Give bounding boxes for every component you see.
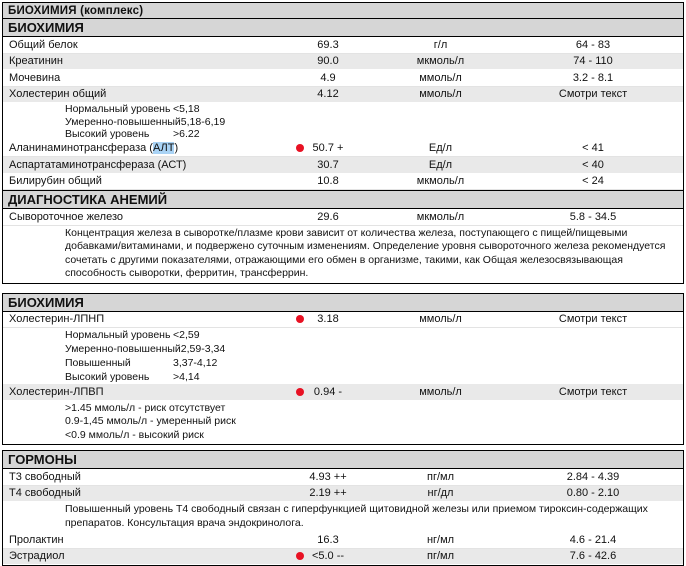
note-text xyxy=(3,226,683,283)
test-name: Холестерин-ЛПВП xyxy=(9,385,104,398)
flag-dot-icon xyxy=(296,315,304,323)
sub-level-row xyxy=(3,342,683,356)
result-value xyxy=(278,175,378,187)
reference-range: Смотри текст xyxy=(558,385,628,398)
result-value xyxy=(278,142,378,154)
test-name: Холестерин-ЛПНП xyxy=(9,313,105,326)
test-row[interactable] xyxy=(3,486,683,503)
test-row[interactable] xyxy=(3,87,683,104)
test-row[interactable] xyxy=(3,384,683,401)
flag-dot-icon xyxy=(296,388,304,396)
result-value xyxy=(278,487,378,499)
note-text xyxy=(3,401,683,445)
test-name: Аспартатаминотрансфераза (АСТ) xyxy=(9,158,187,171)
note-line: Повышенный уровень Т4 свободный связан с гиперфункцией щитовидной железы или приемом тироксин-содержащих xyxy=(65,503,648,515)
result-value xyxy=(278,534,378,546)
result-value xyxy=(278,55,378,67)
result-value xyxy=(278,88,378,100)
reference-range: 4.6 - 21.4 xyxy=(569,533,617,546)
sub-level-row xyxy=(3,116,683,129)
result-value xyxy=(278,471,378,483)
sub-level-row xyxy=(3,128,683,141)
result-text: 4.12 xyxy=(317,88,339,101)
reference-range: Смотри текст xyxy=(558,313,628,326)
test-row[interactable] xyxy=(3,37,683,54)
reference-range: < 40 xyxy=(582,158,604,171)
sub-level-row xyxy=(3,356,683,370)
result-text: 29.6 xyxy=(317,210,339,223)
test-row[interactable] xyxy=(3,174,683,191)
result-text: 50.7 + xyxy=(312,142,344,155)
result-unit: нг/мл xyxy=(426,533,455,546)
result-value xyxy=(278,211,378,223)
report-table xyxy=(2,293,684,446)
test-name: Сывороточное железо xyxy=(9,210,124,223)
report-table xyxy=(2,450,684,566)
sub-level-label: Высокий уровень xyxy=(65,128,150,141)
sub-level-label: Нормальный уровень xyxy=(65,329,171,341)
sub-level-label: Повышенный xyxy=(65,357,131,369)
test-row[interactable] xyxy=(3,312,683,329)
result-value xyxy=(278,386,378,398)
test-name: Эстрадиол xyxy=(9,550,65,563)
result-unit: Ед/л xyxy=(428,158,453,171)
report-title xyxy=(3,3,683,19)
sub-level-label: Умеренно-повышенный xyxy=(65,115,181,128)
sub-level-label: Высокий уровень xyxy=(65,371,150,383)
result-unit: пг/мл xyxy=(426,470,454,483)
sub-level-value: 3,37-4,12 xyxy=(173,357,218,369)
reference-range: 3.2 - 8.1 xyxy=(572,71,614,84)
report-title-label: БИОХИМИЯ (комплекс) xyxy=(8,4,144,17)
result-text: 90.0 xyxy=(317,55,339,68)
section-header xyxy=(3,19,683,37)
test-row[interactable] xyxy=(3,141,683,158)
note-line: 0.9-1,45 ммоль/л - умеренный риск xyxy=(65,415,236,427)
note-line: >1.45 ммоль/л - риск отсутствует xyxy=(65,401,226,414)
test-name: Аланинаминотрансфераза (АЛТ) xyxy=(9,142,179,155)
test-row[interactable] xyxy=(3,54,683,71)
test-row[interactable] xyxy=(3,532,683,549)
test-name: Т3 свободный xyxy=(9,470,81,483)
result-value xyxy=(278,550,378,562)
result-unit: ммоль/л xyxy=(419,313,462,326)
note-line: способность сыворотки, ферритин, трансферрин. xyxy=(65,267,309,279)
result-text: 30.7 xyxy=(317,158,339,171)
result-value xyxy=(278,72,378,84)
section-header xyxy=(3,451,683,469)
sub-level-value: <5,18 xyxy=(173,103,200,116)
result-text: 69.3 xyxy=(317,38,339,51)
result-value xyxy=(278,159,378,171)
result-unit: мкмоль/л xyxy=(416,210,465,223)
result-text: 10.8 xyxy=(317,175,339,188)
reference-range: < 41 xyxy=(582,142,604,155)
reference-range: < 24 xyxy=(582,175,604,188)
sub-level-value: <2,59 xyxy=(173,329,200,341)
sub-level-row xyxy=(3,103,683,116)
sub-level-value: 2,59-3,34 xyxy=(180,343,226,355)
test-name: Общий белок xyxy=(9,38,78,51)
test-row[interactable] xyxy=(3,70,683,87)
test-name: Холестерин общий xyxy=(9,88,107,101)
reference-range: Смотри текст xyxy=(558,88,628,101)
reference-range: 7.6 - 42.6 xyxy=(569,550,617,563)
reference-range: 0.80 - 2.10 xyxy=(566,487,620,500)
flag-dot-icon xyxy=(296,552,304,560)
result-unit: г/л xyxy=(433,38,448,51)
note-text xyxy=(3,502,683,532)
highlighted-text: АЛТ xyxy=(152,142,175,155)
result-value xyxy=(278,313,378,325)
reference-range: 64 - 83 xyxy=(575,38,611,51)
test-name: Т4 свободный xyxy=(9,487,81,500)
result-unit: мкмоль/л xyxy=(416,55,465,68)
reference-range: 5.8 - 34.5 xyxy=(569,210,617,223)
note-line: сочетать с другими показателями, отражающими его обмен в организме, такими, как Общая железосвязывающая xyxy=(65,253,623,266)
result-unit: ммоль/л xyxy=(419,88,462,101)
result-value xyxy=(278,39,378,51)
result-text: 16.3 xyxy=(317,533,339,546)
section-header-label: ГОРМОНЫ xyxy=(8,452,77,467)
test-row[interactable] xyxy=(3,469,683,486)
result-unit: мкмоль/л xyxy=(416,175,465,188)
sub-level-label: Нормальный уровень xyxy=(65,103,171,116)
test-name: Пролактин xyxy=(9,533,64,546)
sub-level-value: >4,14 xyxy=(173,371,200,383)
sub-level-row xyxy=(3,328,683,342)
report-table xyxy=(2,2,684,284)
result-text: 2.19 ++ xyxy=(309,487,347,500)
section-header-label: ДИАГНОСТИКА АНЕМИЙ xyxy=(8,192,168,207)
result-text: 0.94 - xyxy=(313,385,343,398)
flag-dot-icon xyxy=(296,144,304,152)
test-row[interactable] xyxy=(3,549,683,566)
note-line: препаратов. Консультация врача эндокринолога. xyxy=(65,516,304,529)
result-unit: ммоль/л xyxy=(419,385,462,398)
reference-range: 74 - 110 xyxy=(573,55,613,68)
note-line: <0.9 ммоль/л - высокий риск xyxy=(65,428,204,441)
section-header xyxy=(3,294,683,312)
section-header xyxy=(3,190,683,209)
result-unit: пг/мл xyxy=(426,550,454,563)
test-row[interactable] xyxy=(3,157,683,174)
result-unit: ммоль/л xyxy=(419,71,462,84)
note-line: добавками/витаминами, и подвержено суточным изменениям. Определение уровня сывороточного железа рекомендуется xyxy=(65,240,666,252)
test-name: Билирубин общий xyxy=(9,175,102,188)
result-unit: нг/дл xyxy=(427,487,454,500)
test-name: Мочевина xyxy=(9,71,61,84)
result-unit: Ед/л xyxy=(428,142,453,155)
test-row[interactable] xyxy=(3,209,683,226)
note-line: Концентрация железа в сыворотке/плазме крови зависит от количества железа, поступающего с пищей/пищевыми xyxy=(65,226,628,239)
test-name: Креатинин xyxy=(9,55,63,68)
sub-level-value: >6.22 xyxy=(173,128,200,141)
reference-range: 2.84 - 4.39 xyxy=(566,470,620,483)
section-header-label: БИОХИМИЯ xyxy=(8,294,84,310)
result-text: 4.9 xyxy=(320,71,336,84)
sub-level-label: Умеренно-повышенный xyxy=(65,343,181,355)
result-text: 4.93 ++ xyxy=(309,470,347,483)
section-header-label: БИОХИМИЯ xyxy=(8,20,84,35)
sub-level-value: 5,18-6,19 xyxy=(180,115,226,128)
sub-level-row xyxy=(3,370,683,384)
result-text: <5.0 -- xyxy=(311,550,345,563)
result-text: 3.18 xyxy=(317,313,339,326)
